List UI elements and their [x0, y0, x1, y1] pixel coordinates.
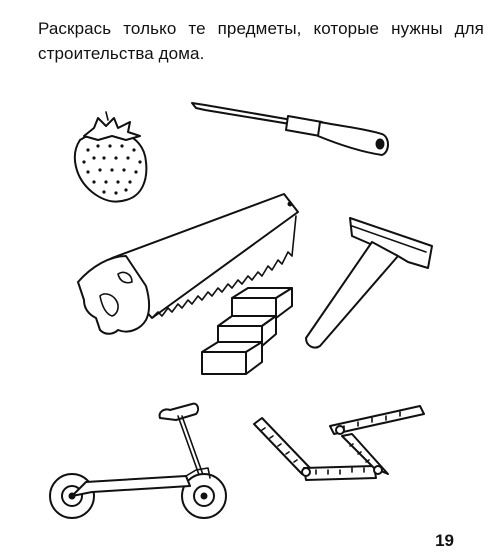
hammer-picture[interactable] [306, 218, 432, 348]
bricks-picture[interactable] [202, 288, 292, 374]
scooter-picture[interactable] [50, 404, 226, 518]
page-number: 19 [435, 531, 454, 550]
worksheet-instruction: Раскрась только те предметы, которые нужны для строительства дома. [38, 19, 484, 63]
strawberry-picture[interactable] [75, 112, 146, 202]
screwdriver-picture[interactable] [192, 103, 388, 155]
folding-ruler-picture[interactable] [254, 406, 424, 480]
